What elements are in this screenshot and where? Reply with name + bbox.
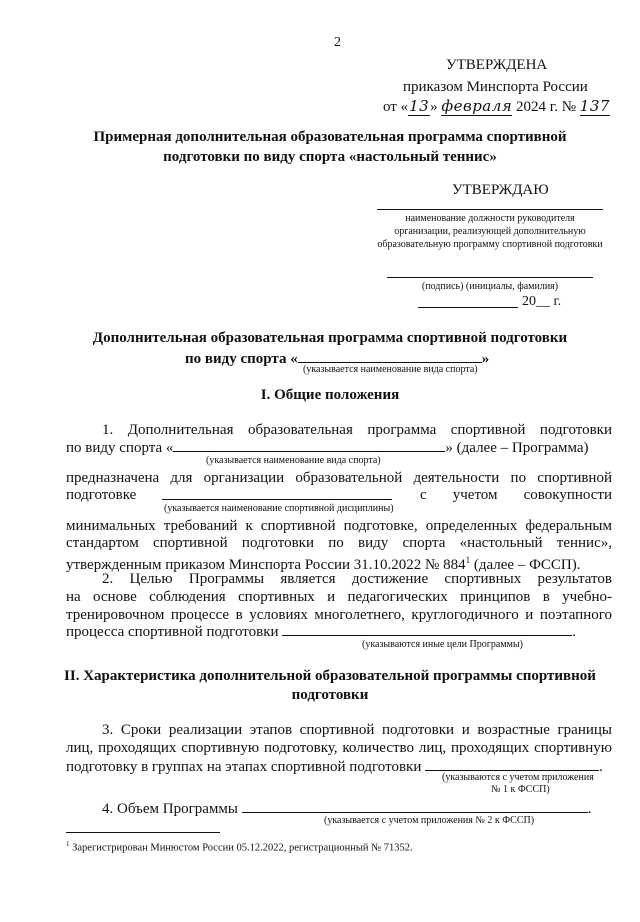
p2-line2: на основе соблюдения спортивных и педагогических принципов в учебно- <box>66 589 612 605</box>
p1-line1: 1. Дополнительная образовательная программа спортивной подготовки <box>102 422 612 438</box>
program-sport-blank <box>298 348 482 363</box>
p1-line4: подготовке с учетом совокупности <box>66 487 612 503</box>
footnote <box>66 838 413 855</box>
section2-heading-line1: II. Характеристика дополнительной образовательной программы спортивной <box>64 668 596 684</box>
p3-line3: подготовку в группах на этапах спортивной подготовки . <box>66 759 603 775</box>
p1-line6: стандартом спортивной подготовки по виду спорта «настольный теннис», <box>66 535 612 551</box>
p3-blank <box>425 757 599 771</box>
approval-order-line: приказом Минспорта России <box>403 79 588 95</box>
p2-line1-text: 2. Целью Программы является достижение спортивных результатов <box>102 571 612 587</box>
doc-title-line1: Примерная дополнительная образовательная программа спортивной <box>93 129 567 145</box>
approve-caption-1: наименование должности руководителя <box>405 213 575 224</box>
p2-caption: (указываются иные цели Программы) <box>362 639 524 650</box>
program-sport-caption: (указывается наименование вида спорта) <box>303 364 478 375</box>
p4-blank <box>242 799 588 813</box>
date-prefix: от « <box>383 99 409 115</box>
approval-title: УТВЕРЖДЕНА <box>446 57 548 73</box>
p1-caption-sport: (указывается наименование вида спорта) <box>206 455 381 466</box>
approve-position-line <box>377 209 603 210</box>
p3-caption-2: № 1 к ФССП) <box>491 784 550 795</box>
approve-year: 20__ г. <box>522 294 562 309</box>
date-day: 13 <box>409 97 430 115</box>
date-month: февраля <box>441 97 513 115</box>
p1-line3: предназначена для организации образовательной деятельности по спортивной <box>66 470 612 486</box>
footnote-ref: 1 <box>465 555 471 565</box>
date-mid: » <box>430 99 438 115</box>
p1-line7: утвержденным приказом Минспорта России 31.10.2022 № $884^1$ (далее – ФССП). <box>66 555 581 573</box>
p3-line2: лиц, проходящих спортивную подготовку, количество лиц, проходящих спортивную <box>66 740 612 756</box>
p4-line1: 4. Объем Программы . <box>102 801 592 817</box>
p2-line4: процесса спортивной подготовки . <box>66 624 577 640</box>
program-sport-prefix: по виду спорта « <box>185 351 298 367</box>
approve-caption-3: образовательную программу спортивной подготовки <box>377 239 603 250</box>
program-title-line1: Дополнительная образовательная программа спортивной подготовки <box>92 330 568 346</box>
p1-discipline-blank <box>162 499 392 500</box>
p1-line5: минимальных требований к спортивной подготовке, определенных федеральным <box>66 518 612 534</box>
p2-goals-blank <box>282 622 572 636</box>
footnote-mark: 1 <box>66 840 70 848</box>
approve-caption-2: организации, реализующей дополнительную <box>394 226 586 237</box>
order-number: 137 <box>579 97 610 115</box>
p4-caption: (указывается с учетом приложения № 2 к ФССП) <box>324 815 535 826</box>
program-sport-suffix: » <box>481 351 490 367</box>
footnote-separator <box>66 832 220 833</box>
p1-sport-blank <box>173 438 445 452</box>
page-number: 2 <box>334 35 341 50</box>
footnote-text: Зарегистрирован Минюстом России 05.12.2022, регистрационный № 71352. <box>69 842 413 854</box>
p2-line3: тренировочном процессе в условиях многолетнего, круглогодичного и поэтапного <box>66 607 612 623</box>
p1-line2: по виду спорта « » (далее – Программа) <box>66 440 589 456</box>
date-blank-line <box>418 307 518 308</box>
signature-caption: (подпись) (инициалы, фамилия) <box>421 281 559 292</box>
p1-caption-discipline: (указывается наименование спортивной дисциплины) <box>164 503 394 514</box>
doc-title-line2: подготовки по виду спорта «настольный теннис» <box>163 149 497 165</box>
p3-line1: 3. Сроки реализации этапов спортивной подготовки и возрастные границы <box>102 722 612 738</box>
section2-heading-line2: подготовки <box>291 687 369 703</box>
signature-line <box>387 277 593 278</box>
date-suffix: 2024 г. № <box>516 99 577 115</box>
approval-date-line <box>383 97 610 116</box>
section1-heading: I. Общие положения <box>260 387 400 403</box>
approve-title: УТВЕРЖДАЮ <box>452 182 549 198</box>
p3-caption-1: (указываются с учетом приложения <box>442 772 594 783</box>
